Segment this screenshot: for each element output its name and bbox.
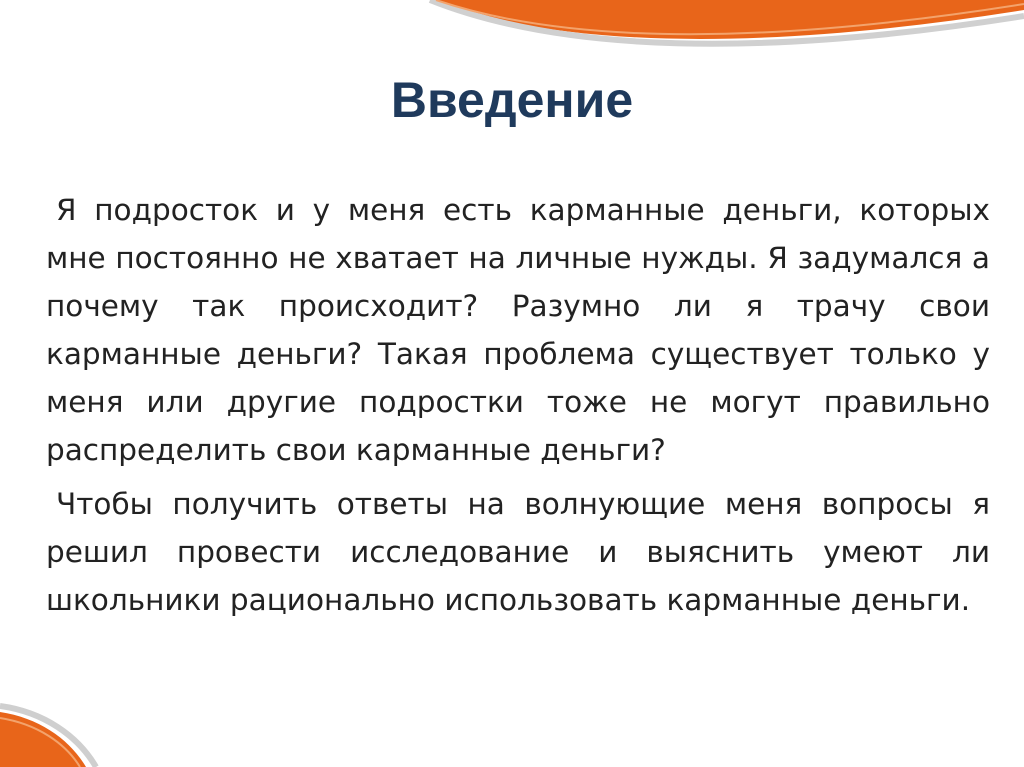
paragraph-goal: Чтобы получить ответы на волнующие меня вопросы я решил провести исследование и выяснить умеют ли школьники рационально использовать карманные деньги. (46, 487, 990, 617)
paragraph-intro: Я подросток и у меня есть карманные деньги, которых мне постоянно не хватает на личные нужды. Я задумался а почему так происходит? Разумно ли я трачу свои карманные деньги? Такая проблема существует только у меня или другие подростки тоже не могут правильно распределить свои карманные деньги? (46, 193, 990, 467)
slide-body (46, 186, 990, 624)
slide-title: Введение (390, 72, 634, 128)
